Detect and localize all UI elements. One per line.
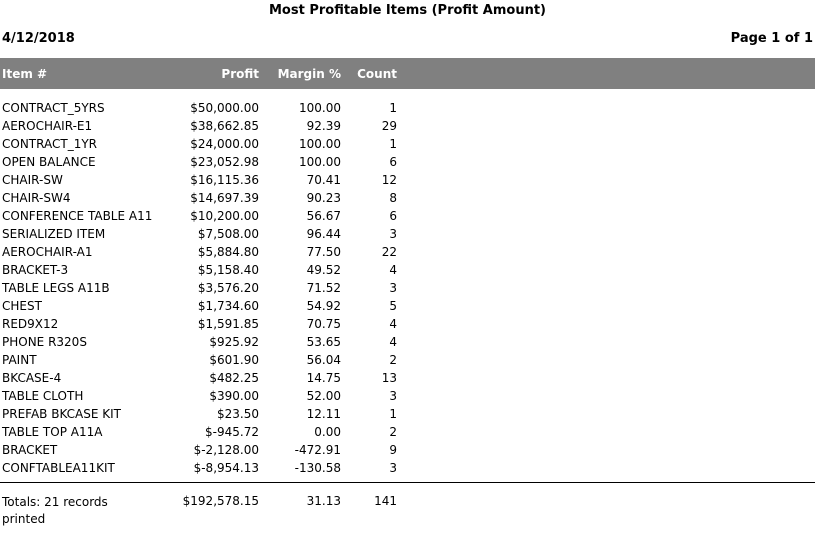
row-item: CHEST <box>2 299 42 313</box>
row-count: 4 <box>389 335 397 349</box>
table-row <box>0 190 815 208</box>
row-profit: $482.25 <box>209 371 259 385</box>
row-margin: 0.00 <box>314 425 341 439</box>
row-profit: $23.50 <box>217 407 259 421</box>
table-row <box>0 388 815 406</box>
row-margin: 56.04 <box>306 353 341 367</box>
row-margin: 14.75 <box>306 371 341 385</box>
table-row <box>0 154 815 172</box>
row-margin: -472.91 <box>294 443 341 457</box>
row-profit: $1,734.60 <box>197 299 259 313</box>
row-margin: 90.23 <box>306 191 341 205</box>
row-item: TABLE TOP A11A <box>2 425 103 439</box>
row-item: AEROCHAIR-A1 <box>2 245 93 259</box>
row-count: 3 <box>389 281 397 295</box>
row-profit: $5,158.40 <box>197 263 259 277</box>
row-item: TABLE LEGS A11B <box>2 281 110 295</box>
row-profit: $16,115.36 <box>190 173 259 187</box>
table-row <box>0 442 815 460</box>
row-item: PHONE R320S <box>2 335 87 349</box>
row-profit: $50,000.00 <box>190 101 259 115</box>
row-count: 9 <box>389 443 397 457</box>
column-header-item: Item # <box>2 67 48 81</box>
totals-margin: 31.13 <box>306 494 341 508</box>
row-item: CONFTABLEA11KIT <box>2 461 115 475</box>
row-margin: 71.52 <box>306 281 341 295</box>
row-item: CONTRACT_1YR <box>2 137 97 151</box>
row-profit: $14,697.39 <box>190 191 259 205</box>
row-margin: 70.75 <box>306 317 341 331</box>
row-count: 22 <box>381 245 397 259</box>
table-row <box>0 280 815 298</box>
row-item: PREFAB BKCASE KIT <box>2 407 121 421</box>
row-margin: 100.00 <box>299 155 341 169</box>
row-count: 13 <box>381 371 397 385</box>
table-row <box>0 244 815 262</box>
row-count: 3 <box>389 461 397 475</box>
row-profit: $-945.72 <box>205 425 259 439</box>
row-margin: 100.00 <box>299 137 341 151</box>
row-profit: $38,662.85 <box>190 119 259 133</box>
row-item: AEROCHAIR-E1 <box>2 119 93 133</box>
table-row <box>0 316 815 334</box>
row-item: BKCASE-4 <box>2 371 62 385</box>
row-count: 1 <box>389 137 397 151</box>
row-profit: $925.92 <box>209 335 259 349</box>
table-row <box>0 172 815 190</box>
table-row <box>0 226 815 244</box>
table-row <box>0 208 815 226</box>
row-count: 1 <box>389 407 397 421</box>
row-count: 12 <box>381 173 397 187</box>
row-item: CHAIR-SW4 <box>2 191 71 205</box>
row-count: 3 <box>389 227 397 241</box>
row-margin: 12.11 <box>306 407 341 421</box>
table-row <box>0 262 815 280</box>
row-count: 29 <box>381 119 397 133</box>
row-count: 2 <box>389 353 397 367</box>
row-count: 6 <box>389 155 397 169</box>
row-item: TABLE CLOTH <box>2 389 84 403</box>
table-row <box>0 136 815 154</box>
row-margin: 53.65 <box>306 335 341 349</box>
row-margin: 96.44 <box>306 227 341 241</box>
table-row <box>0 100 815 118</box>
totals-label: Totals: 21 records printed <box>2 495 108 526</box>
row-count: 5 <box>389 299 397 313</box>
table-row <box>0 352 815 370</box>
report-title: Most Profitable Items (Profit Amount) <box>268 3 546 18</box>
row-margin: 54.92 <box>306 299 341 313</box>
totals-count: 141 <box>374 494 397 508</box>
totals-divider <box>0 482 815 483</box>
column-header-count: Count <box>357 67 397 81</box>
table-row <box>0 370 815 388</box>
row-count: 2 <box>389 425 397 439</box>
table-row <box>0 406 815 424</box>
row-profit: $-2,128.00 <box>193 443 259 457</box>
row-item: OPEN BALANCE <box>2 155 96 169</box>
table-row <box>0 298 815 316</box>
row-profit: $390.00 <box>209 389 259 403</box>
row-profit: $10,200.00 <box>190 209 259 223</box>
row-count: 4 <box>389 317 397 331</box>
row-margin: 70.41 <box>306 173 341 187</box>
row-item: SERIALIZED ITEM <box>2 227 106 241</box>
row-item: CONFERENCE TABLE A11 <box>2 209 153 223</box>
row-item: RED9X12 <box>2 317 59 331</box>
table-row <box>0 424 815 442</box>
row-count: 8 <box>389 191 397 205</box>
row-profit: $-8,954.13 <box>193 461 259 475</box>
row-item: BRACKET-3 <box>2 263 69 277</box>
row-profit: $7,508.00 <box>197 227 259 241</box>
row-count: 1 <box>389 101 397 115</box>
row-margin: -130.58 <box>294 461 341 475</box>
row-profit: $24,000.00 <box>190 137 259 151</box>
row-margin: 56.67 <box>306 209 341 223</box>
row-profit: $5,884.80 <box>197 245 259 259</box>
table-row <box>0 460 815 478</box>
totals-profit: $192,578.15 <box>182 494 259 508</box>
row-item: CONTRACT_5YRS <box>2 101 105 115</box>
row-profit: $1,591.85 <box>197 317 259 331</box>
row-margin: 100.00 <box>299 101 341 115</box>
row-item: CHAIR-SW <box>2 173 63 187</box>
row-profit: $3,576.20 <box>197 281 259 295</box>
table-row <box>0 334 815 352</box>
row-margin: 49.52 <box>306 263 341 277</box>
report-date: 4/12/2018 <box>2 31 75 46</box>
column-header-bar <box>0 58 815 89</box>
report-rows <box>0 100 815 478</box>
row-item: BRACKET <box>2 443 58 457</box>
page-number: Page 1 of 1 <box>730 31 813 46</box>
row-margin: 52.00 <box>306 389 341 403</box>
row-profit: $23,052.98 <box>190 155 259 169</box>
row-count: 3 <box>389 389 397 403</box>
column-header-profit: Profit <box>221 67 259 81</box>
column-header-margin: Margin % <box>277 67 341 81</box>
row-count: 4 <box>389 263 397 277</box>
row-item: PAINT <box>2 353 37 367</box>
row-count: 6 <box>389 209 397 223</box>
row-profit: $601.90 <box>209 353 259 367</box>
row-margin: 92.39 <box>306 119 341 133</box>
row-margin: 77.50 <box>306 245 341 259</box>
table-row <box>0 118 815 136</box>
